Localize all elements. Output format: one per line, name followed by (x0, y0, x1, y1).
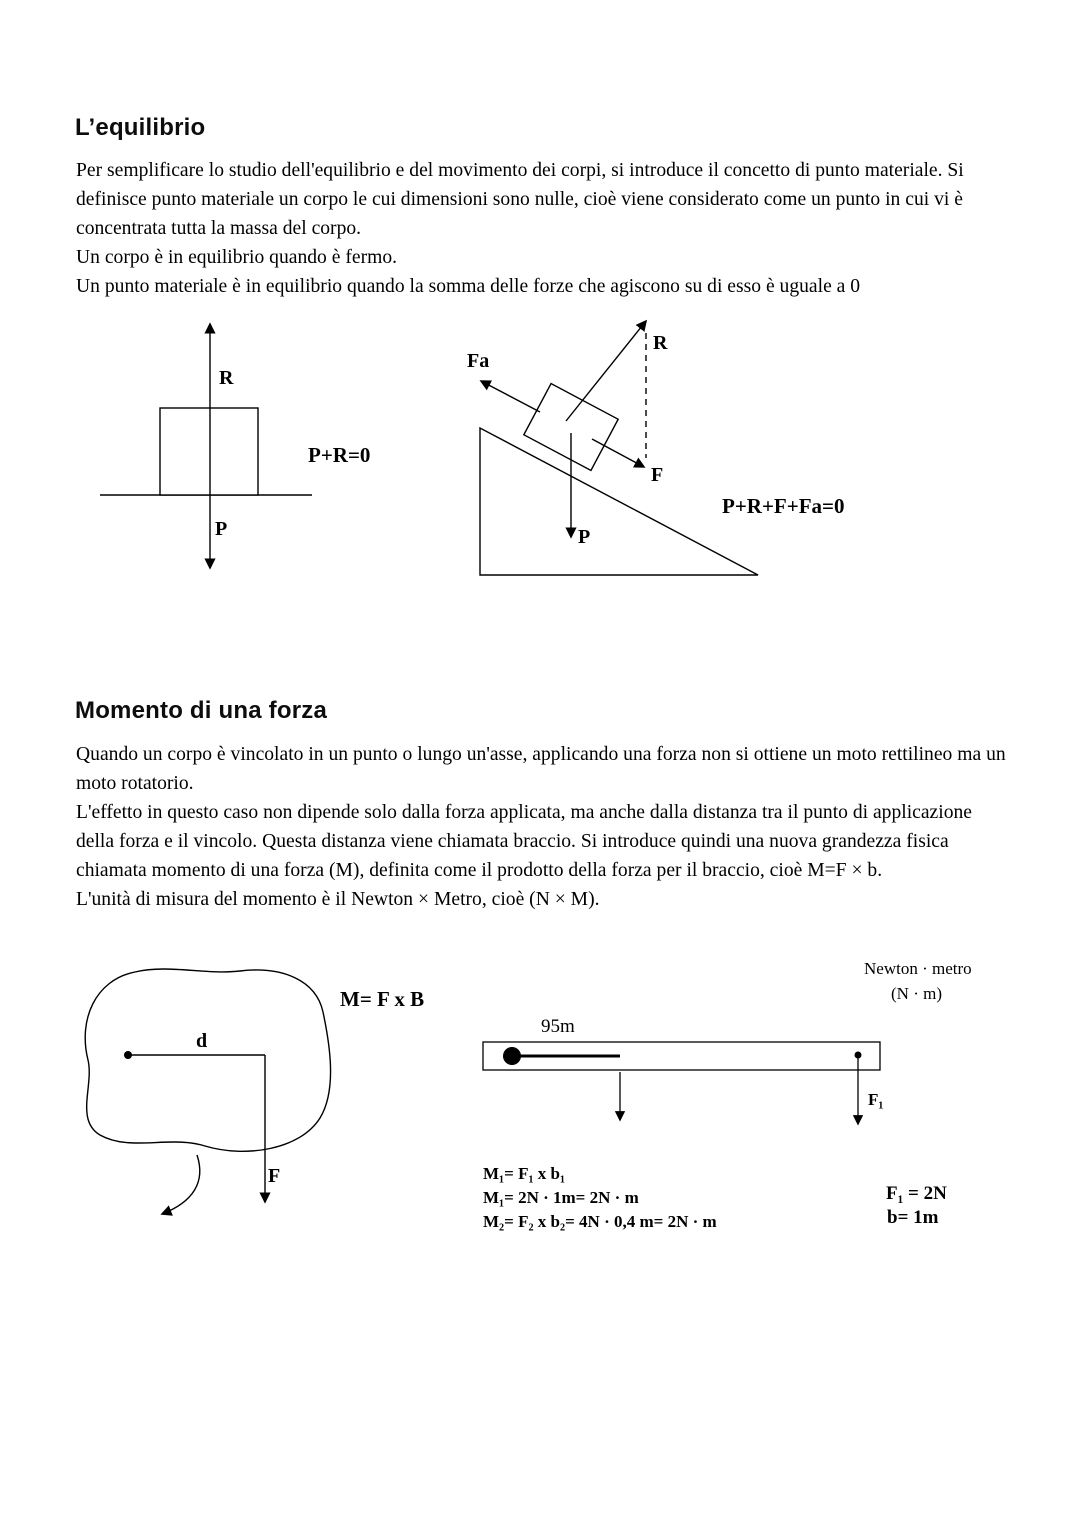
length-label: 95m (541, 1016, 575, 1037)
momento-paragraph-2: L'effetto in questo caso non dipende solo dalla forza applicata, ma anche dalla distanza tra il punto di applicazione della forza e il vincolo. Questa distanza viene chiamata braccio. Si introduce quindi una nuova grandezza fisica chiamata momento di una forza (M), definita come il prodotto della forza per il braccio, cioè M=F × b. (76, 802, 972, 881)
equilibrio-text-block (76, 156, 1012, 301)
momento-paragraph-1: Quando un corpo è vincolato in un punto o lungo un'asse, applicando una forza non si ottiene un moto rettilineo ma un moto rotatorio. (76, 744, 1006, 794)
section-heading-momento: Momento di una forza (75, 697, 327, 724)
incline-equation: P+R+F+Fa=0 (722, 494, 845, 518)
equilibrio-paragraph-2: Un corpo è in equilibrio quando è fermo. (76, 247, 398, 268)
label-weight-p: P (215, 518, 228, 540)
fulcrum-dot (503, 1047, 521, 1065)
given-value-b: b= 1m (887, 1207, 939, 1228)
rotation-arrow (162, 1155, 200, 1214)
given-value-f1: F₁ = 2N (886, 1183, 947, 1204)
force-application-dot (855, 1052, 862, 1059)
label-force-f: F (268, 1165, 281, 1187)
irregular-body-outline (85, 969, 330, 1151)
label-arm-d: d (196, 1030, 208, 1052)
incline-triangle (480, 428, 758, 575)
equilibrium-diagram (0, 300, 1080, 610)
reaction-arrow-r (566, 321, 646, 421)
label-reaction-r: R (219, 367, 234, 389)
incline-figure (480, 321, 758, 575)
moment-formula-3: M₂= F₂ x b₂= 4N · 0,4 m= 2N · m (483, 1212, 717, 1231)
momento-diagram (0, 950, 1080, 1260)
moment-formula-2: M₁= 2N · 1m= 2N · m (483, 1188, 639, 1207)
equilibrio-paragraph-1: Per semplificare lo studio dell'equilibrio e del movimento dei corpi, si introduce il concetto di punto materiale. Si definisce punto materiale un corpo le cui dimensioni sono nulle, cioè viene considerato come un punto in cui vi è concentrata tutta la massa del corpo. (76, 160, 964, 239)
unit-abbreviation: (N · m) (891, 984, 942, 1003)
unit-title: Newton · metro (864, 959, 972, 978)
momento-paragraph-3: L'unità di misura del momento è il Newton × Metro, cioè (N × M). (76, 889, 600, 910)
flat-block-figure (100, 324, 312, 568)
label-incline-f: F (651, 464, 664, 486)
equilibrio-paragraph-3: Un punto materiale è in equilibrio quando la somma delle forze che agiscono su di esso è uguale a 0 (76, 276, 861, 297)
torque-body-figure (85, 969, 330, 1214)
friction-arrow-fa (481, 381, 540, 412)
section-heading-equilibrio: L’equilibrio (75, 114, 206, 141)
lever-figure (483, 1042, 880, 1124)
moment-formula-1: M₁= F₁ x b₁ (483, 1164, 566, 1183)
label-f1: F₁ (868, 1090, 884, 1109)
flat-equation: P+R=0 (308, 443, 371, 467)
label-incline-r: R (653, 332, 668, 354)
label-incline-p: P (578, 526, 591, 548)
momento-text-block (76, 740, 1012, 914)
label-fa: Fa (467, 350, 490, 372)
block-rect (160, 408, 258, 495)
moment-equation: M= F x B (340, 987, 425, 1011)
